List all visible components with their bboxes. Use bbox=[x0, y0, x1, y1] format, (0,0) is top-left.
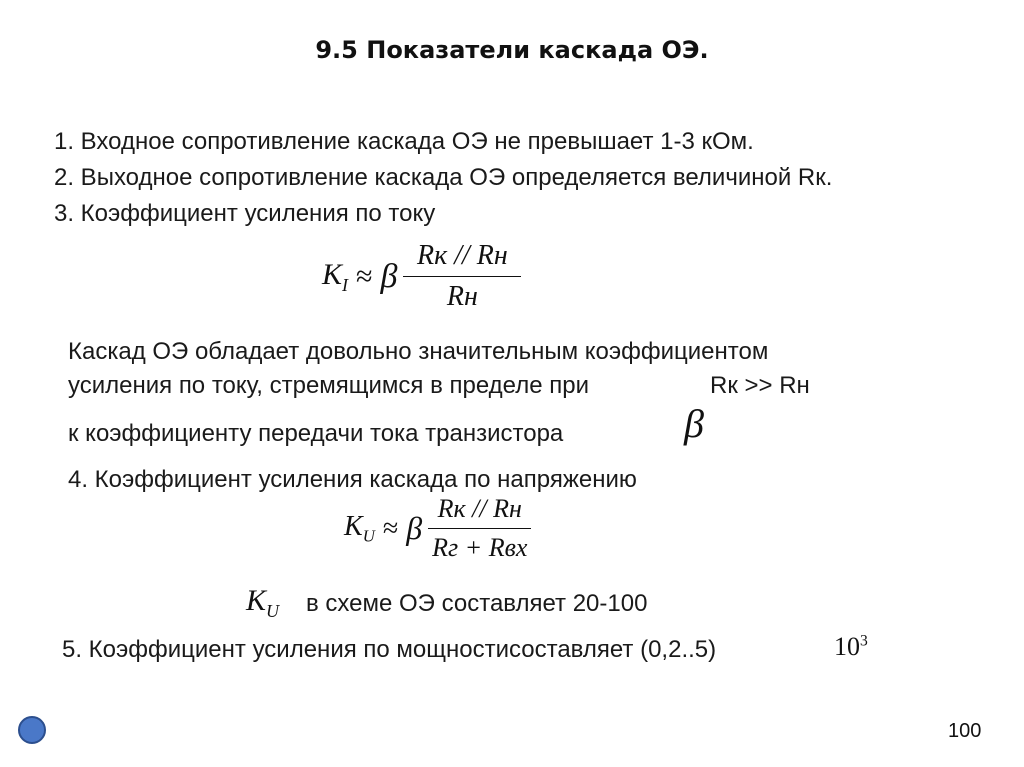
paragraph-line-3: к коэффициенту передачи тока транзистора bbox=[68, 420, 564, 447]
page-title: 9.5 Показатели каскада ОЭ. bbox=[315, 36, 709, 64]
ku-note-text: в схеме ОЭ составляет 20-100 bbox=[306, 590, 648, 617]
nav-circle-icon[interactable] bbox=[18, 716, 46, 744]
paragraph-line-2: усиления по току, стремящимся в пределе при bbox=[68, 372, 590, 399]
formula-ki-fraction bbox=[403, 240, 521, 313]
formula-ki-approx: ≈ bbox=[356, 259, 373, 293]
ku-note-symbol: $K_U$ bbox=[246, 584, 280, 621]
formula-ku-denominator: Rг + Rвх bbox=[428, 528, 531, 563]
paragraph-line-1: Каскад ОЭ обладает довольно значительным коэффициентом bbox=[68, 338, 769, 365]
item-5: 5. Коэффициент усиления по мощностисоставляет (0,2..5) bbox=[62, 636, 717, 663]
item-4: 4. Коэффициент усиления каскада по напряжению bbox=[68, 466, 637, 493]
power-value: $10^3$ bbox=[834, 632, 868, 661]
item-2: 2. Выходное сопротивление каскада ОЭ определяется величиной Rк. bbox=[54, 164, 833, 191]
page-number: 100 bbox=[948, 720, 982, 742]
formula-ku-lhs: $K_U$ bbox=[344, 510, 375, 546]
formula-ku-approx: ≈ bbox=[382, 512, 399, 544]
paragraph-condition: Rк >> Rн bbox=[710, 372, 810, 399]
formula-ku-numerator: Rк // Rн bbox=[437, 494, 522, 523]
formula-current-gain bbox=[322, 240, 521, 313]
item-3: 3. Коэффициент усиления по току bbox=[54, 200, 436, 227]
formula-ki-denominator: Rн bbox=[403, 276, 521, 313]
formula-ki-numerator: Rк // Rн bbox=[417, 240, 508, 271]
formula-ki-beta: β bbox=[380, 257, 398, 295]
formula-voltage-gain bbox=[344, 494, 531, 563]
item-1: 1. Входное сопротивление каскада ОЭ не превышает 1-3 кОм. bbox=[54, 128, 754, 155]
formula-ki-lhs: $K_I$ bbox=[322, 257, 349, 295]
paragraph-beta: β bbox=[684, 401, 704, 446]
formula-ku-fraction bbox=[428, 494, 531, 563]
formula-ku-beta: β bbox=[406, 510, 423, 546]
